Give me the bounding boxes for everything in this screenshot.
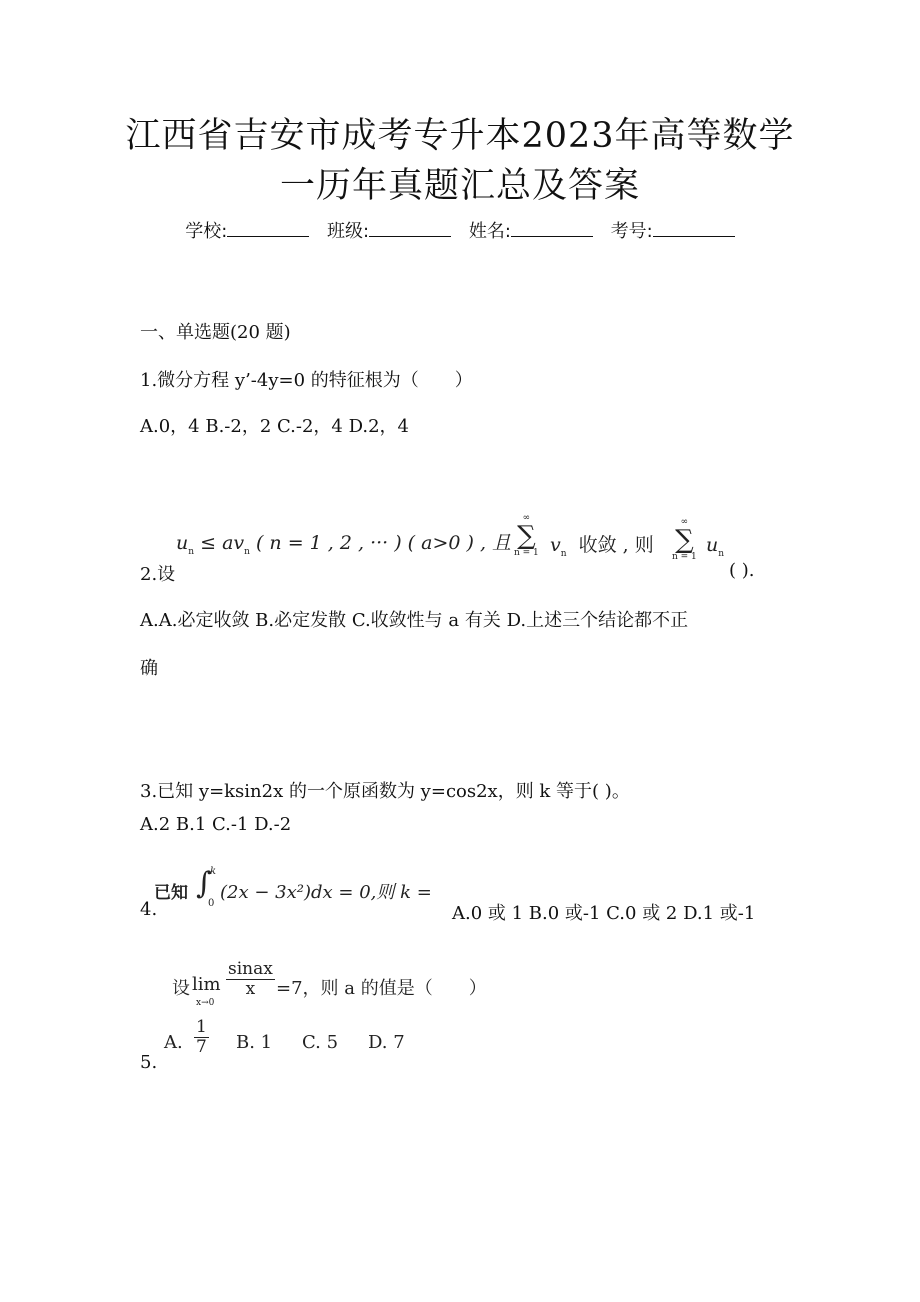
option-a-label: A. bbox=[164, 1032, 183, 1053]
formula-text: av bbox=[222, 532, 245, 554]
question-2-number: 2.设 bbox=[140, 564, 176, 585]
formula-text: ( n = 1 , 2 , ··· ) ( a>0 ) , 且 bbox=[255, 532, 512, 554]
student-info-fields bbox=[0, 217, 920, 243]
option-b: B. 1 bbox=[236, 1032, 273, 1053]
formula-text: lim bbox=[192, 974, 221, 995]
name-field: 姓名: bbox=[469, 221, 593, 242]
class-field: 班级: bbox=[327, 221, 451, 242]
question-4-number: 4. bbox=[140, 899, 158, 920]
question-2-tail: ( ). bbox=[729, 560, 755, 581]
limit-fraction: $\frac{\text{sinax}}{x}$ bbox=[228, 959, 273, 999]
question-1-options: A.0，4 B.-2，2 C.-2，4 D.2，4 bbox=[140, 416, 409, 437]
formula-text: n bbox=[560, 548, 567, 559]
integral-icon: ∫ bbox=[196, 866, 212, 901]
formula-text: n bbox=[244, 546, 250, 557]
exam-number-field: 考号: bbox=[611, 221, 735, 242]
question-2-formula-image bbox=[176, 514, 728, 576]
option-a-fraction: $\frac{1}{7}$ bbox=[196, 1017, 207, 1057]
question-2-options-line-2: 确 bbox=[140, 658, 158, 679]
document-title-line-2: 一历年真题汇总及答案 bbox=[279, 166, 640, 206]
formula-text: =7，则 a 的值是（ ） bbox=[276, 978, 487, 999]
sum-symbol-v: ∞ ∑ n = 1 bbox=[514, 513, 539, 558]
formula-text: k bbox=[210, 866, 217, 877]
option-c: C. 5 bbox=[302, 1032, 339, 1053]
question-3-stem: 3.已知 y=ksin2x 的一个原函数为 y=cos2x，则 k 等于( )。 bbox=[140, 781, 630, 802]
option-d: D. 7 bbox=[368, 1032, 405, 1053]
question-5-formula-image bbox=[158, 956, 504, 1068]
question-5-number: 5. bbox=[140, 1052, 158, 1073]
question-4-formula-image bbox=[154, 866, 450, 916]
formula-text: (2x − 3x²)dx = 0,则 k = bbox=[220, 882, 432, 903]
sum-symbol-u: ∞ ∑ n = 1 bbox=[672, 517, 697, 562]
formula-text: 0 bbox=[208, 898, 215, 909]
formula-text: u bbox=[176, 532, 189, 554]
formula-text: u bbox=[706, 534, 719, 556]
formula-text: n bbox=[718, 548, 725, 559]
question-3-options: A.2 B.1 C.-1 D.-2 bbox=[140, 814, 292, 835]
question-4-options: A.0 或 1 B.0 或-1 C.0 或 2 D.1 或-1 bbox=[452, 903, 756, 924]
formula-text: 设 bbox=[172, 978, 190, 999]
formula-text: 已知 bbox=[154, 883, 188, 903]
formula-text: x→0 bbox=[196, 998, 215, 1008]
question-1-stem: 1.微分方程 y’-4y=0 的特征根为（ ） bbox=[140, 370, 473, 391]
formula-text: v bbox=[550, 534, 561, 556]
formula-text: n bbox=[188, 546, 195, 557]
question-2-options-line-1: A.A.必定收敛 B.必定发散 C.收敛性与 a 有关 D.上述三个结论都不正 bbox=[140, 610, 689, 631]
formula-text: 收敛 , 则 bbox=[578, 534, 654, 556]
document-title-line-1: 江西省吉安市成考专升本2023年高等数学 bbox=[125, 116, 795, 156]
school-field: 学校: bbox=[185, 221, 309, 242]
section-heading: 一、单选题(20 题) bbox=[140, 322, 291, 343]
formula-text: ≤ bbox=[200, 532, 217, 554]
